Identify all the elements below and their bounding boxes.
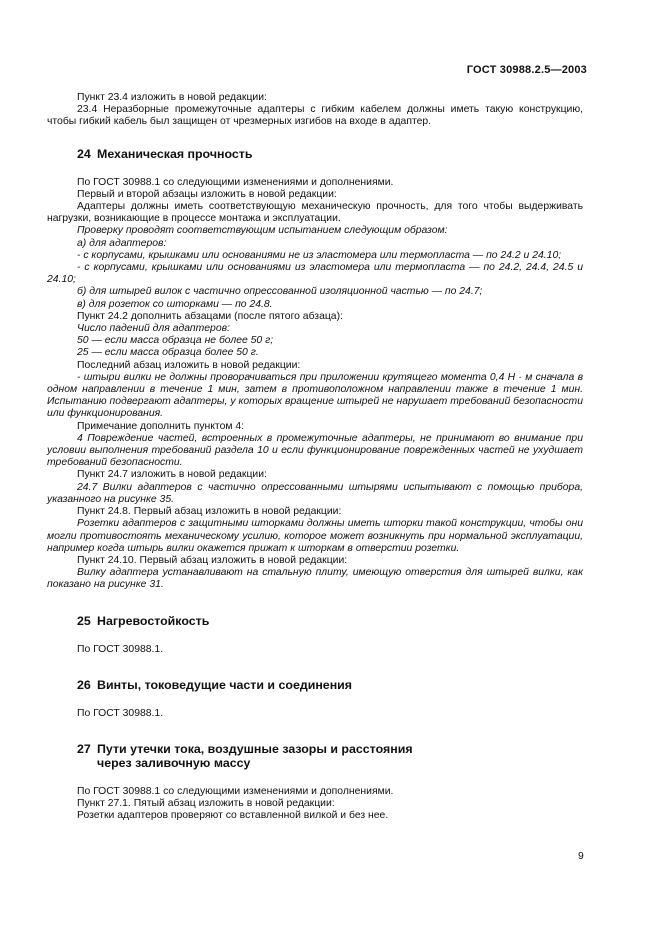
paragraph: Последний абзац изложить в новой редакции: [77,359,301,371]
section-24-heading [77,147,583,161]
page-number: 9 [578,851,584,862]
paragraph: Примечание дополнить пунктом 4: [77,420,245,432]
list-item: - с корпусами, крышками или основаниями не из эластомера или термопласта — по 24.2 и 24.10; [77,249,562,261]
paragraph: Розетки адаптеров с защитными шторками должны иметь шторки такой конструкции, чтобы они могли противостоять механическому усилию, которое может возникнуть при нормальной эксплуатации, например когда штырь вилки окажется прижат к шторкам в отверстии розетки. [47,518,583,554]
section-title: Винты, токоведущие части и соединения [97,677,353,692]
paragraph: По ГОСТ 30988.1. [77,643,164,655]
paragraph: 23.4 Неразборные промежуточные адаптеры с гибким кабелем должны иметь такую конструкцию, чтобы гибкий кабель был защищен от чрезмерных изгибов на входе в адаптер. [47,104,583,128]
paragraph: Пункт 23.4 изложить в новой редакции: [77,92,267,103]
paragraph: 4 Повреждение частей, встроенных в промежуточные адаптеры, не принимают во внимание при условии выполнения требований раздела 10 и если функционирование поврежденных частей не ухудшает требований безопасности. [47,432,583,469]
paragraph: Число падений для адаптеров: [77,323,230,335]
paragraph: 50 — если масса образца не более 50 г; [77,335,274,347]
section-number: 27 [77,741,91,756]
list-item: б) для штырей вилок с частично опрессованной изоляционной частью — по 24.7; [77,286,483,298]
section-number: 25 [77,613,91,628]
section-title-cont: через заливочную массу [97,755,251,770]
paragraph: По ГОСТ 30988.1. [77,707,164,719]
paragraph: Пункт 24.7 изложить в новой редакции: [77,469,267,481]
paragraph: Адаптеры должны иметь соответствующую механическую прочность, для того чтобы выдерживать нагрузки, возникающие в процессе монтажа и эксплуатации. [47,201,583,225]
section-title: Нагревостойкость [97,613,210,628]
paragraph: 25 — если масса образца более 50 г. [77,347,259,359]
section-26-heading [77,678,583,692]
paragraph: Пункт 24.8. Первый абзац изложить в новой редакции: [77,506,342,518]
section-number: 26 [77,677,91,692]
paragraph: По ГОСТ 30988.1 со следующими изменениями и дополнениями. [77,176,394,188]
section-title: Механическая прочность [97,146,253,161]
list-item: а) для адаптеров: [77,237,167,249]
list-item: в) для розеток со шторками — по 24.8. [77,298,273,310]
document-code-header: ГОСТ 30988.2.5—2003 [466,64,587,76]
paragraph: Пункт 27.1. Пятый абзац изложить в новой редакции: [77,798,335,810]
paragraph: 24.7 Вилки адаптеров с частично опрессованными штырями испытывают с помощью прибора, указанного на рисунке 35. [47,481,583,505]
paragraph: Розетки адаптеров проверяют со вставленной вилкой и без нее. [77,810,389,822]
paragraph: - штыри вилки не должны проворачиваться при приложении крутящего момента 0,4 Н · м сначала в одном направлении в течение 1 мин, затем в противоположном направлении также в течение 1 мин. Испытанию подвергают адаптеры, у которых вращение штырей не нарушает требований безопасности или функционирования. [47,371,583,420]
paragraph: Первый и второй абзацы изложить в новой редакции: [77,188,337,200]
section-title: Пути утечки тока, воздушные зазоры и расстояния [97,741,413,756]
page-content [47,92,583,823]
paragraph: Пункт 24.2 дополнить абзацами (после пятого абзаца): [77,310,343,322]
section-25-heading [77,614,583,628]
section-27-heading [77,742,583,770]
paragraph: Пункт 24.10. Первый абзац изложить в новой редакции: [77,554,348,566]
section-number: 24 [77,146,91,161]
paragraph: По ГОСТ 30988.1 со следующими изменениями и дополнениями. [77,785,394,797]
list-item: - с корпусами, крышками или основаниями из эластомера или термопласта — по 24.2, 24.4, 24.5 и 24.10; [47,262,583,286]
paragraph: Проверку проводят соответствующим испытанием следующим образом: [77,225,448,237]
paragraph: Вилку адаптера устанавливают на стальную плиту, имеющую отверстия для штырей вилки, как показано на рисунке 31. [47,567,583,591]
